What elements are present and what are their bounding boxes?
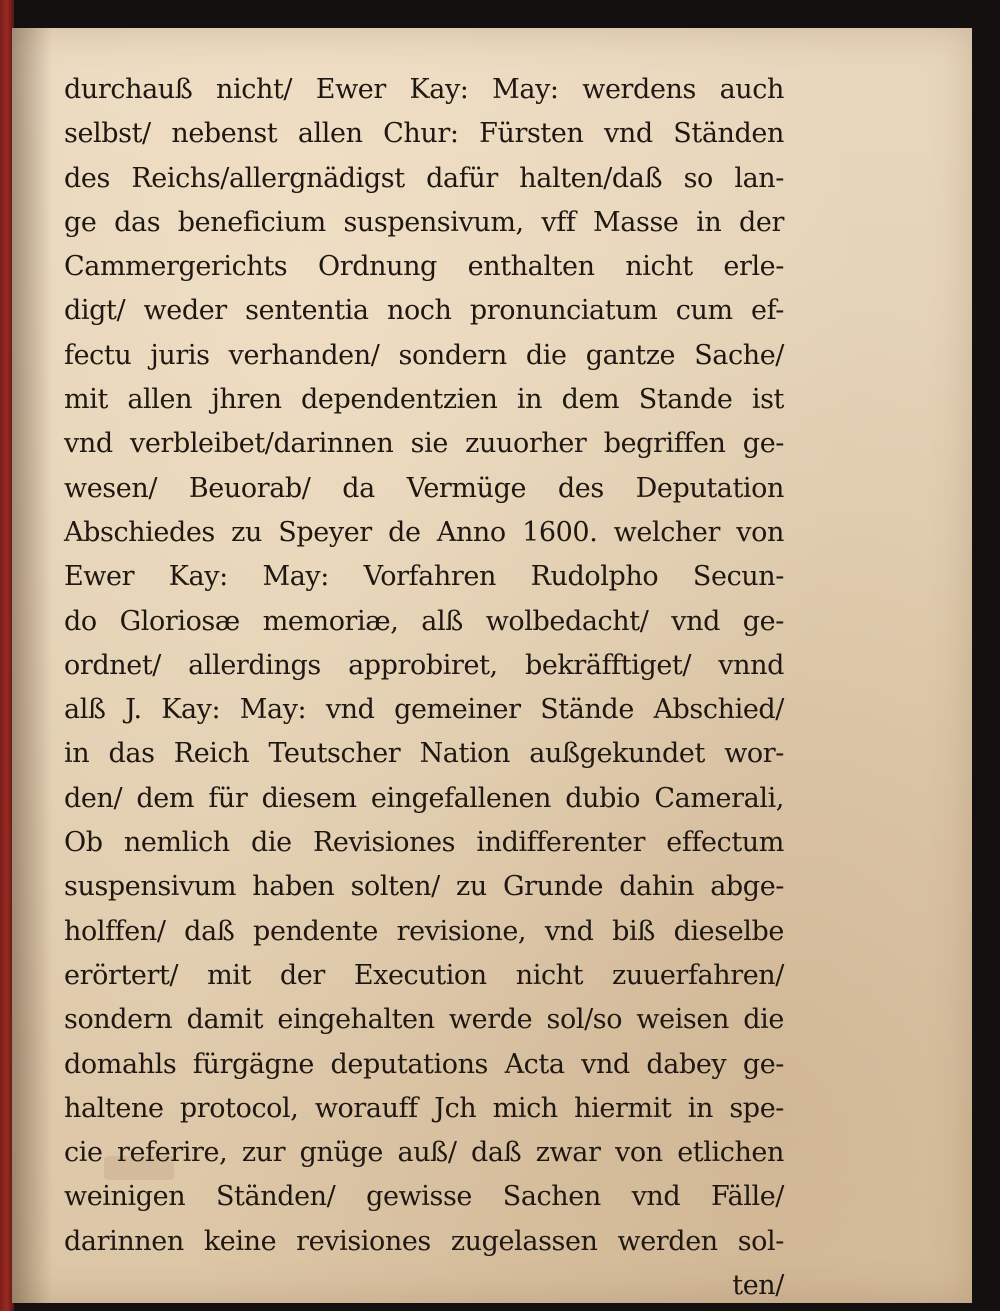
text-line: selbst/ nebenst allen Chur: Fürsten vnd Ständen bbox=[64, 118, 784, 150]
document-page bbox=[12, 28, 972, 1303]
spine-shadow bbox=[12, 28, 52, 1303]
text-line: ordnet/ allerdings approbiret, bekräfftiget/ vnnd bbox=[64, 649, 784, 681]
text-line: wesen/ Beuorab/ da Vermüge des Deputation bbox=[64, 472, 784, 504]
text-line: vnd verbleibet/darinnen sie zuuorher begriffen ge- bbox=[64, 428, 784, 460]
text-line: des Reichs/allergnädigst dafür halten/daß so lan- bbox=[64, 162, 784, 194]
text-line: Ewer Kay: May: Vorfahren Rudolpho Secun- bbox=[64, 561, 784, 593]
text-line: holffen/ daß pendente revisione, vnd biß dieselbe bbox=[64, 915, 784, 947]
text-line: digt/ weder sententia noch pronunciatum cum ef- bbox=[64, 295, 784, 327]
text-line: den/ dem für diesem eingefallenen dubio Camerali, bbox=[64, 782, 784, 814]
text-line: alß J. Kay: May: vnd gemeiner Stände Abschied/ bbox=[64, 694, 784, 726]
text-line: haltene protocol, worauff Jch mich hiermit in spe- bbox=[64, 1092, 784, 1124]
text-line: Cammergerichts Ordnung enthalten nicht erle- bbox=[64, 251, 784, 283]
text-line: cie referire, zur gnüge auß/ daß zwar von etlichen bbox=[64, 1137, 784, 1169]
text-line: durchauß nicht/ Ewer Kay: May: werdens auch bbox=[64, 74, 784, 105]
catchword: ten/ bbox=[732, 1270, 784, 1302]
text-line: weinigen Ständen/ gewisse Sachen vnd Fälle/ bbox=[64, 1181, 784, 1213]
text-line: domahls fürgägne deputations Acta vnd dabey ge- bbox=[64, 1048, 784, 1080]
text-line: in das Reich Teutscher Nation außgekundet wor- bbox=[64, 738, 784, 770]
text-line: sondern damit eingehalten werde sol/so weisen die bbox=[64, 1004, 784, 1036]
text-line: suspensivum haben solten/ zu Grunde dahin abge- bbox=[64, 871, 784, 903]
body-text bbox=[64, 68, 784, 1308]
text-line: mit allen jhren dependentzien in dem Stande ist bbox=[64, 384, 784, 416]
text-line: fectu juris verhanden/ sondern die gantze Sache/ bbox=[64, 339, 784, 371]
text-line: Ob nemlich die Revisiones indifferenter effectum bbox=[64, 827, 784, 859]
text-line: darinnen keine revisiones zugelassen werden sol- bbox=[64, 1225, 784, 1257]
text-line: Abschiedes zu Speyer de Anno 1600. welcher von bbox=[64, 516, 784, 548]
text-line: ge das beneficium suspensivum, vff Masse in der bbox=[64, 206, 784, 238]
text-line: do Gloriosæ memoriæ, alß wolbedacht/ vnd ge- bbox=[64, 605, 784, 637]
text-line: erörtert/ mit der Execution nicht zuuerfahren/ bbox=[64, 959, 784, 991]
